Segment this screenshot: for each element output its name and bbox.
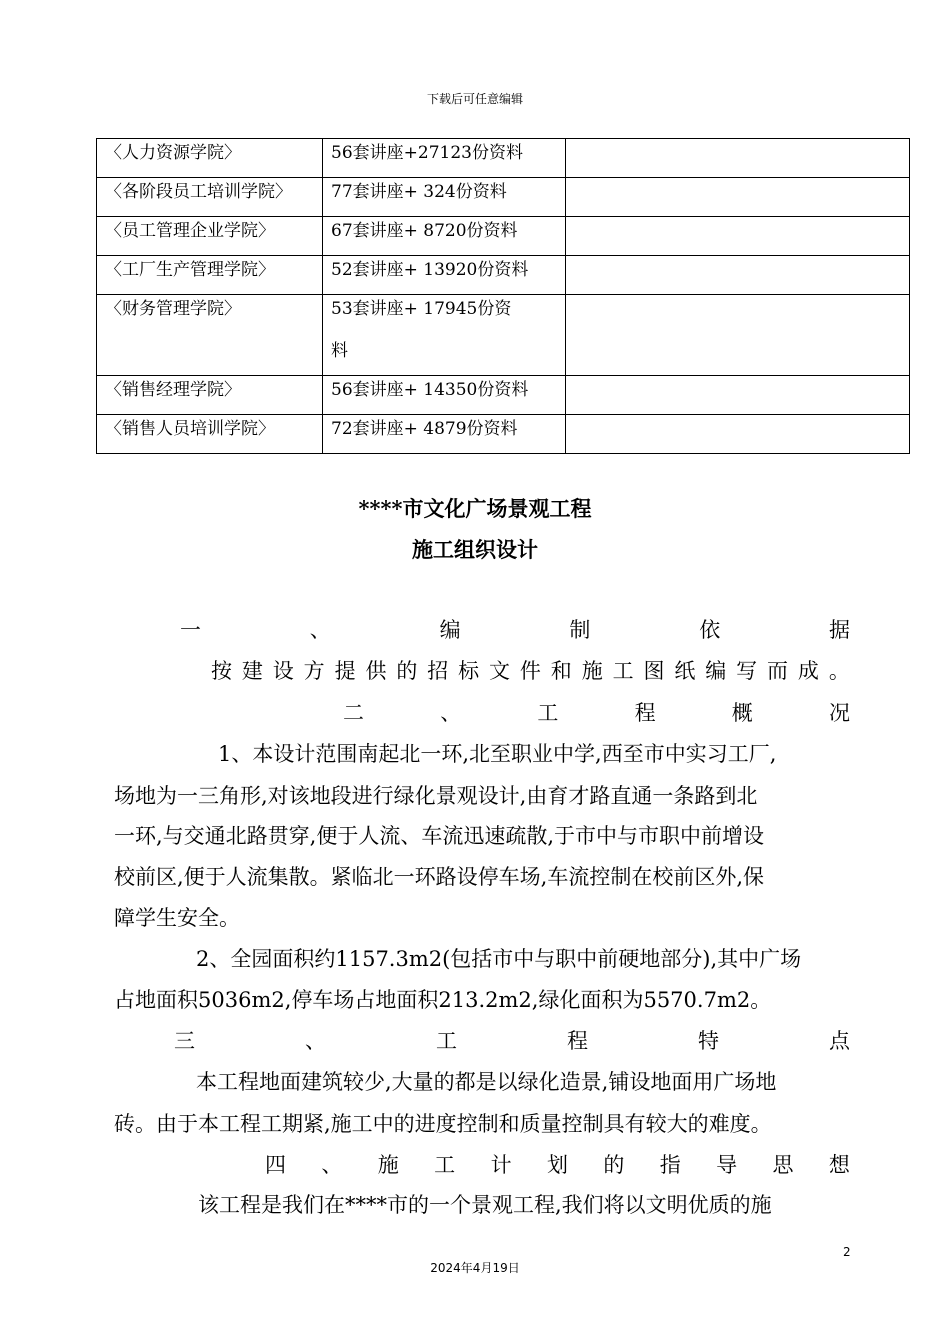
empty-cell	[566, 139, 910, 178]
heading-char: 点	[829, 1029, 850, 1053]
empty-cell	[566, 217, 910, 256]
table-row	[97, 256, 910, 295]
paragraph-line: 障学生安全。	[114, 906, 240, 930]
heading-char: 三	[174, 1029, 195, 1053]
heading-char: 、	[440, 701, 462, 725]
college-name: 〈销售经理学院〉	[97, 376, 323, 415]
body-char: 和	[550, 659, 572, 683]
heading-char: 况	[828, 701, 850, 725]
heading-char: 工	[434, 1153, 456, 1177]
page-number: 2	[843, 1245, 851, 1259]
college-name: 〈各阶段员工培训学院〉	[97, 178, 323, 217]
footer-date: 2024年4月19日	[430, 1261, 520, 1275]
body-char: 设	[272, 659, 294, 683]
heading-char: 工	[436, 1029, 457, 1053]
page-header: 下载后可任意编辑	[426, 92, 523, 106]
heading-char: 想	[828, 1153, 850, 1177]
document-title: ****市文化广场景观工程	[358, 496, 592, 521]
college-content: 52套讲座+ 13920份资料	[323, 256, 566, 295]
college-content-line: 53套讲座+ 17945份资	[331, 299, 512, 319]
heading-char: 计	[490, 1153, 512, 1177]
heading-char: 制	[569, 618, 591, 642]
heading-char: 思	[772, 1153, 794, 1177]
body-char: 成	[797, 659, 819, 683]
heading-char: 依	[699, 618, 721, 642]
table-row	[97, 295, 910, 376]
body-char: 按	[211, 659, 232, 683]
table-row	[97, 178, 910, 217]
empty-cell	[566, 178, 910, 217]
paragraph-line: 1、本设计范围南起北一环,北至职业中学,西至市中实习工厂,	[218, 742, 777, 766]
body-char: 工	[612, 659, 634, 683]
body-char: 招	[427, 659, 449, 683]
table-row	[97, 139, 910, 178]
paragraph-line: 2、全园面积约1157.3m2(包括市中与职中前硬地部分),其中广场	[196, 947, 802, 971]
heading-char: 编	[439, 618, 461, 642]
heading-char: 程	[634, 701, 656, 725]
table-row	[97, 376, 910, 415]
body-char: 方	[303, 659, 325, 683]
heading-char: 程	[567, 1029, 588, 1053]
empty-cell	[566, 295, 910, 376]
college-name: 〈销售人员培训学院〉	[97, 415, 323, 454]
body-char: 建	[241, 659, 263, 683]
section-heading-1	[180, 614, 850, 644]
paragraph-line: 校前区,便于人流集散。紧临北一环路设停车场,车流控制在校前区外,保	[114, 865, 765, 889]
heading-char: 四	[265, 1153, 286, 1177]
body-char: 的	[396, 659, 418, 683]
heading-char: 、	[309, 618, 331, 642]
body-char: 提	[334, 659, 356, 683]
heading-char: 指	[659, 1153, 681, 1177]
heading-char: 的	[603, 1153, 625, 1177]
table-row	[97, 415, 910, 454]
heading-char: 工	[537, 701, 559, 725]
paragraph-line: 该工程是我们在****市的一个景观工程,我们将以文明优质的施	[198, 1193, 772, 1217]
resource-table	[96, 138, 910, 454]
college-content: 56套讲座+ 14350份资料	[323, 376, 566, 415]
paragraph-line: 砖。由于本工程工期紧,施工中的进度控制和质量控制具有较大的难度。	[114, 1112, 772, 1136]
paragraph-line: 本工程地面建筑较少,大量的都是以绿化造景,铺设地面用广场地	[196, 1070, 777, 1094]
heading-char: 一	[180, 618, 201, 642]
heading-char: 概	[731, 701, 753, 725]
body-char: 而	[767, 659, 789, 683]
heading-char: 二	[343, 701, 364, 725]
paragraph-line: 一环,与交通北路贯穿,便于人流、车流迅速疏散,于市中与市职中前增设	[114, 824, 765, 848]
college-content: 77套讲座+ 324份资料	[323, 178, 566, 217]
section-heading-2	[343, 697, 850, 727]
paragraph-line: 占地面积5036m2,停车场占地面积213.2m2,绿化面积为5570.7m2。	[114, 988, 772, 1012]
table-row	[97, 217, 910, 256]
body-char: 文	[489, 659, 511, 683]
body-char: 纸	[674, 659, 696, 683]
heading-char: 施	[377, 1153, 399, 1177]
college-content: 72套讲座+ 4879份资料	[323, 415, 566, 454]
section-heading-4	[265, 1149, 850, 1179]
college-content: 67套讲座+ 8720份资料	[323, 217, 566, 256]
heading-char: 据	[828, 618, 850, 642]
body-char: 图	[643, 659, 665, 683]
document-subtitle: 施工组织设计	[412, 537, 538, 562]
empty-cell	[566, 415, 910, 454]
college-name: 〈员工管理企业学院〉	[97, 217, 323, 256]
empty-cell	[566, 256, 910, 295]
college-name: 〈人力资源学院〉	[97, 139, 323, 178]
college-content	[323, 295, 566, 376]
section-body-1	[211, 655, 850, 685]
body-char: 件	[519, 659, 541, 683]
body-char: 写	[736, 659, 758, 683]
body-char: 。	[828, 659, 850, 683]
college-name: 〈工厂生产管理学院〉	[97, 256, 323, 295]
college-content-line: 料	[331, 341, 348, 361]
heading-char: 特	[698, 1029, 719, 1053]
section-heading-3	[174, 1025, 850, 1055]
heading-char: 划	[546, 1153, 568, 1177]
paragraph-line: 场地为一三角形,对该地段进行绿化景观设计,由育才路直通一条路到北	[114, 784, 758, 808]
heading-char: 导	[716, 1153, 738, 1177]
body-char: 编	[705, 659, 727, 683]
body-char: 标	[458, 659, 480, 683]
heading-char: 、	[305, 1029, 326, 1053]
body-char: 施	[581, 659, 603, 683]
heading-char: 、	[321, 1153, 343, 1177]
body-char: 供	[365, 659, 387, 683]
college-content: 56套讲座+27123份资料	[323, 139, 566, 178]
college-name: 〈财务管理学院〉	[97, 295, 323, 376]
empty-cell	[566, 376, 910, 415]
